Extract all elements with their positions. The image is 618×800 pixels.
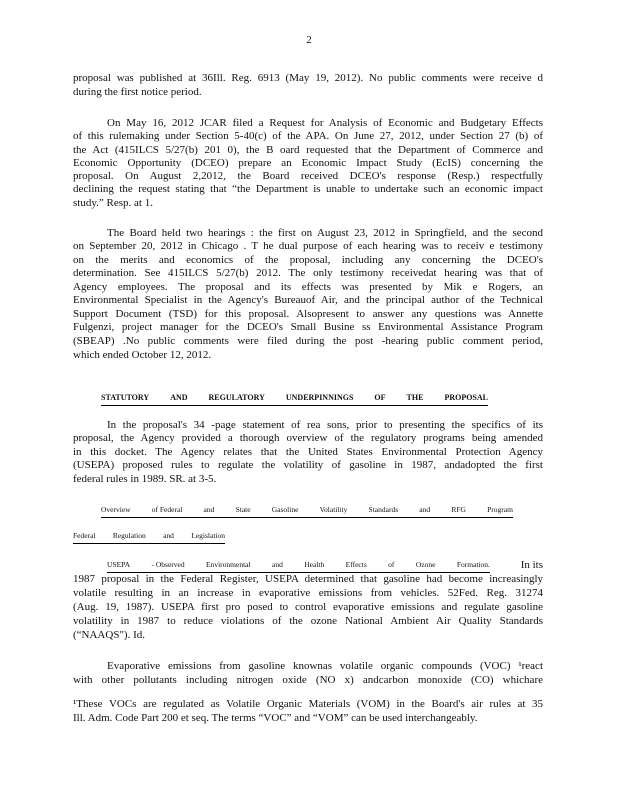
para3-line-1: The Board held two hearings : the first on August 23, 2012 in Springfield, and the second [107,227,543,239]
para2-line-2: of this rulemaking under Section 5-40(c) of the APA. On June 27, 2012, under Section 27 (b) of [73,130,543,142]
para2-line-5: proposal. On August 2,2012, the Board received DCEO's response (Resp.) respectfully [73,170,543,182]
heading-word: Federal [73,531,96,540]
para3-line-3: on the merits and economics of the proposal, including any concerning the DCEO's [73,254,543,266]
para3-line-9: (SBEAP) .No public comments were filed during the post -hearing public comment period, [73,335,543,347]
heading-word: Overview [101,505,131,514]
para5-line-6: (“NAAQS"). Id. [73,629,146,641]
heading-word: Program [487,505,513,514]
para3-line-6: Environmental Specialist in the Agency's Bureauof Air, and the principal author of the Technical [73,294,543,306]
heading-word: PROPOSAL [444,393,488,402]
para5-first-tail: In its [520,559,543,571]
para3-line-8: Fulgenzi, project manager for the DCEO's Small Busine ss Environmental Assistance Program [73,321,543,333]
para3-line-2: on September 20, 2012 in Chicago . T he dual purpose of each hearing was to receiv e testimony [73,240,543,252]
para3-line-4: determination. See 415ILCS 5/27(b) 2012. The only testimony receivedat hearing was that of [73,267,543,279]
heading-word: of [388,560,395,569]
heading-word: Gasoline [271,505,299,514]
para3-line-5: Agency employees. The proposal and its effects was presented by Mik e Rogers, an [73,281,543,293]
para3-line-10: which ended October 12, 2012. [73,349,212,361]
para5-line-3: volatile resulting in an increase in evaporative emissions from vehicles. 52Fed. Reg. 31274 [73,587,543,599]
para1-line-2: during the first notice period. [73,86,202,98]
heading-word: Ozone [415,560,436,569]
heading-word: USEPA [107,560,131,569]
para6-line-2: with other pollutants including nitrogen oxide (NO x) andcarbon monoxide (CO) whichare [73,674,543,686]
heading-word: and [203,505,215,514]
heading-word: OF [374,393,386,402]
heading-word: RFG [451,505,466,514]
para4-line-4: (USEPA) proposed rules to regulate the volatility of gasoline in 1987, andadopted the first [73,459,543,471]
heading-word: Formation. [456,560,490,569]
heading-word: STATUTORY [101,393,150,402]
heading-word: UNDERPINNINGS [285,393,354,402]
para4-line-1: In the proposal's 34 -page statement of rea sons, prior to presenting the specifics of its [107,419,543,431]
heading-word: Effects [345,560,367,569]
heading-word: REGULATORY [208,393,265,402]
heading-word: Volatility [319,505,348,514]
inline-heading [107,560,490,573]
para2-line-1: On May 16, 2012 JCAR filed a Request for Analysis of Economic and Budgetary Effects [107,117,543,129]
heading-word: of Federal [151,505,183,514]
heading-word: AND [170,393,188,402]
para5-line-5: volatility in 1987 to reduce violations of the ozone National Ambient Air Quality Standards [73,615,543,627]
subsection-heading [73,531,225,544]
heading-word: THE [406,393,424,402]
heading-word: Standards [368,505,399,514]
heading-word: and [419,505,431,514]
heading-word: Health [304,560,325,569]
para6-line-1: Evaporative emissions from gasoline knownas volatile organic compounds (VOC) ¹react [107,660,543,672]
page-number: 2 [306,34,312,46]
heading-word: and [272,560,283,569]
para2-line-4: Economic Opportunity (DCEO) prepare an Economic Impact Study (EcIS) concerning the [73,157,543,169]
heading-word: Legislation [191,531,225,540]
para5-line-2: 1987 proposal in the Federal Register, USEPA determined that gasoline had become increasingly [73,573,543,585]
subsection-heading [101,505,513,518]
para4-line-2: proposal, the Agency provided a thorough overview of the regulatory programs being amended [73,432,543,444]
para2-line-7: study.” Resp. at 1. [73,197,153,209]
footnote-line-1: ¹These VOCs are regulated as Volatile Organic Materials (VOM) in the Board's air rules at 35 [73,698,543,710]
para2-line-3: the Act (415ILCS 5/27(b) 201 0), the B oard requested that the Department of Commerce and [73,144,543,156]
para4-line-5: federal rules in 1989. SR. at 3-5. [73,473,217,485]
footnote-line-2: Ill. Adm. Code Part 200 et seq. The terms “VOC” and “VOM” can be used interchangeably. [73,712,478,724]
section-heading [101,393,488,406]
para4-line-3: in this docket. The Agency relates that the United States Environmental Protection Agency [73,446,543,458]
para1-line-1: proposal was published at 36Ill. Reg. 6913 (May 19, 2012). No public comments were receive d [73,72,543,84]
para5-line-4: (Aug. 19, 1987). USEPA first pro posed to control evaporative emissions and regulate gasoline [73,601,543,613]
heading-word: - Observed [151,560,185,569]
para3-line-7: Support Document (TSD) for this proposal. Alsopresent to answer any questions was Annette [73,308,543,320]
heading-word: Regulation [112,531,146,540]
heading-word: State [235,505,251,514]
heading-word: Environmental [206,560,251,569]
heading-word: and [163,531,174,540]
para2-line-6: declining the request stating that “the Department is unable to undertake such an economic impact [73,183,543,195]
